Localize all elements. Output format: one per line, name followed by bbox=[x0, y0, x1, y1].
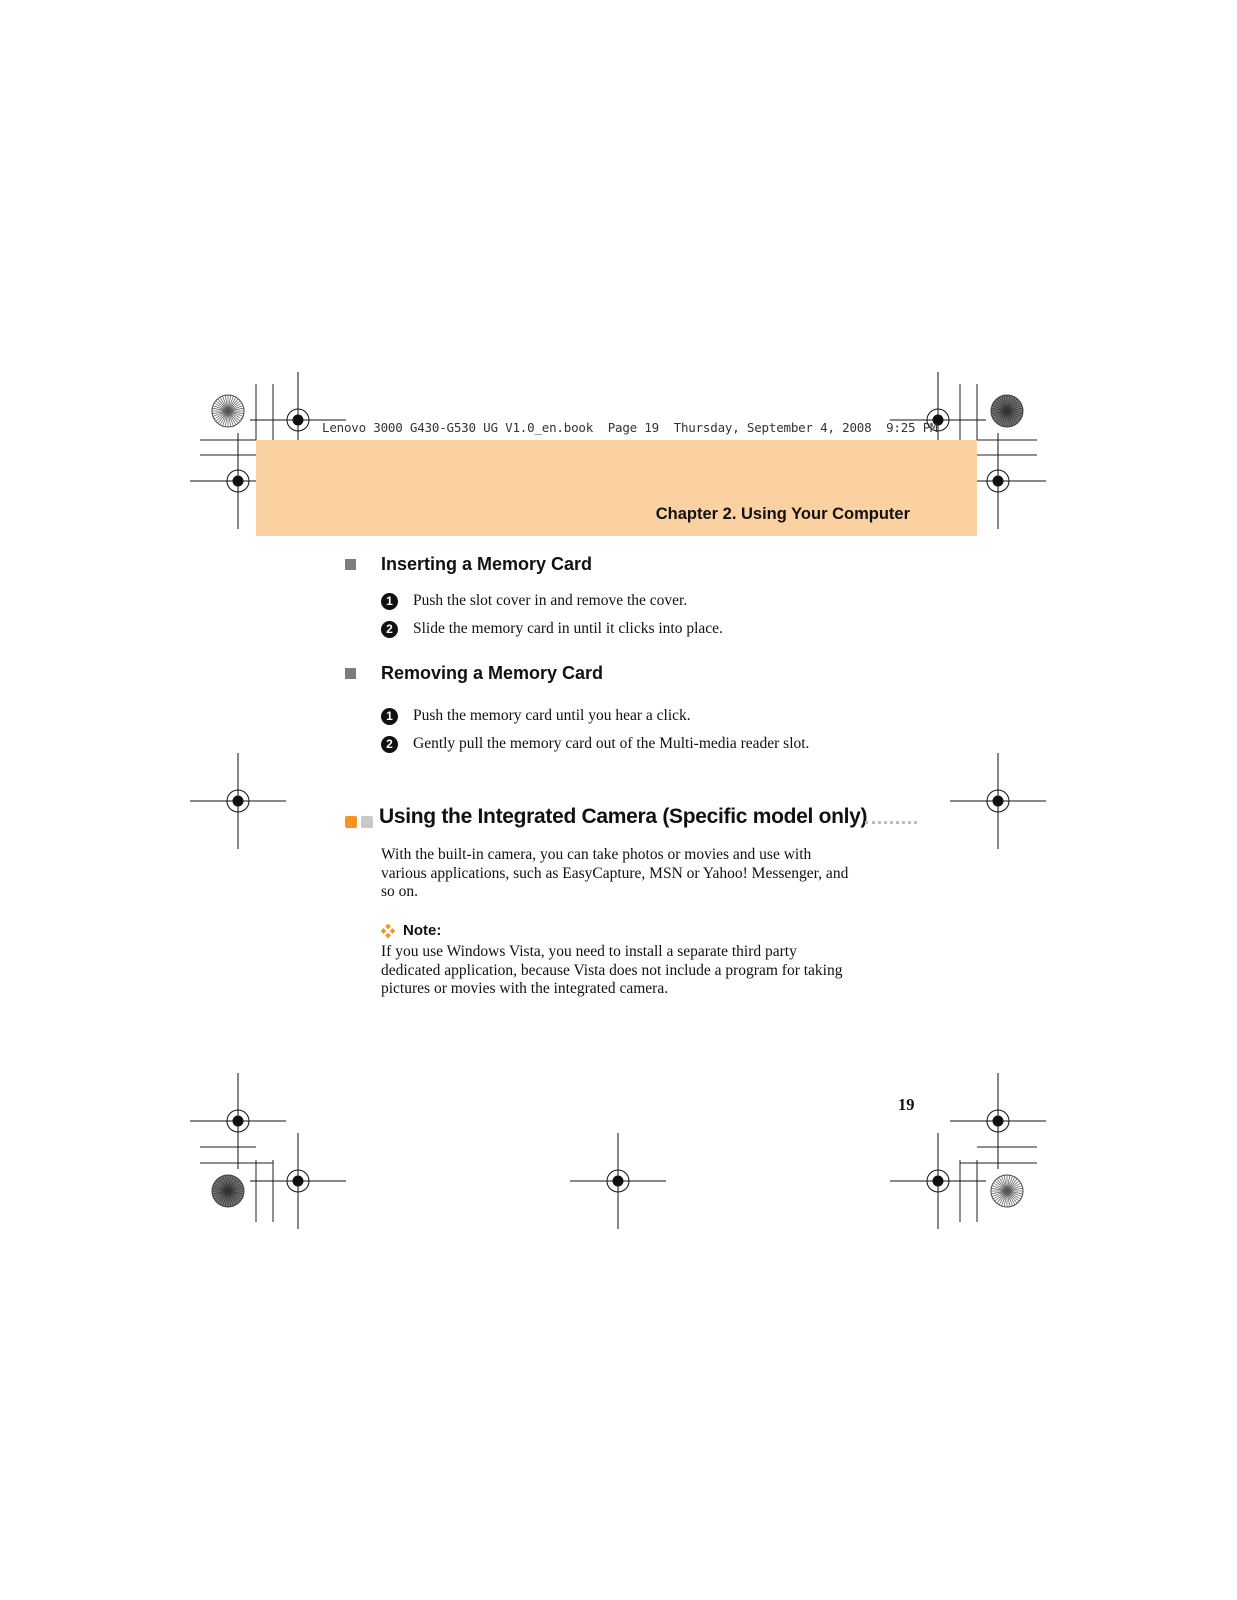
section-heading-removing: Removing a Memory Card bbox=[381, 663, 604, 683]
note-diamond-icon bbox=[381, 924, 395, 938]
paragraph-line: various applications, such as EasyCapture, MSN or Yahoo! Messenger, and bbox=[381, 864, 849, 882]
heading-rule bbox=[865, 821, 917, 824]
starburst-register-icon bbox=[991, 395, 1023, 427]
heading-gray-square-icon bbox=[361, 816, 373, 828]
crosshair-target-icon bbox=[950, 1073, 1046, 1169]
note-line: If you use Windows Vista, you need to install a separate third party bbox=[381, 943, 797, 960]
step-text: Push the memory card until you hear a click. bbox=[413, 707, 691, 724]
note-text bbox=[381, 943, 941, 999]
step-number-icon: 2 bbox=[381, 621, 398, 638]
crosshair-target-icon bbox=[570, 1133, 666, 1229]
paragraph-line: With the built-in camera, you can take photos or movies and use with bbox=[381, 846, 812, 863]
step-number-icon: 1 bbox=[381, 708, 398, 725]
paragraph-line: so on. bbox=[381, 883, 419, 900]
step-text: Push the slot cover in and remove the cover. bbox=[413, 592, 688, 609]
starburst-register-icon bbox=[212, 1175, 244, 1207]
step-number-icon: 1 bbox=[381, 593, 398, 610]
note-line: pictures or movies with the integrated camera. bbox=[381, 980, 669, 997]
note-label: Note: bbox=[403, 922, 442, 939]
section-heading-inserting: Inserting a Memory Card bbox=[381, 554, 593, 574]
heading-orange-square-icon bbox=[345, 816, 357, 828]
section-bullet-icon bbox=[345, 559, 356, 570]
crosshair-target-icon bbox=[190, 1073, 286, 1169]
section-bullet-icon bbox=[345, 668, 356, 679]
starburst-register-icon bbox=[991, 1175, 1023, 1207]
chapter-title: Chapter 2. Using Your Computer bbox=[655, 505, 910, 523]
section-heading-camera: Using the Integrated Camera (Specific model only) bbox=[379, 805, 868, 828]
step-number-icon: 2 bbox=[381, 736, 398, 753]
crosshair-target-icon bbox=[250, 1133, 346, 1229]
print-slug-line: Lenovo 3000 G430-G530 UG V1.0_en.book Page 19 Thursday, September 4, 2008 9:25 PM bbox=[322, 420, 938, 435]
crosshair-target-icon bbox=[190, 753, 286, 849]
step-text: Slide the memory card in until it clicks into place. bbox=[413, 620, 723, 637]
chapter-banner bbox=[256, 440, 977, 536]
step-text: Gently pull the memory card out of the Multi-media reader slot. bbox=[413, 735, 810, 752]
camera-paragraph bbox=[381, 846, 941, 902]
crosshair-target-icon bbox=[950, 753, 1046, 849]
crosshair-target-icon bbox=[890, 1133, 986, 1229]
starburst-register-icon bbox=[212, 395, 244, 427]
note-line: dedicated application, because Vista does not include a program for taking bbox=[381, 961, 843, 979]
page-number: 19 bbox=[898, 1095, 915, 1114]
